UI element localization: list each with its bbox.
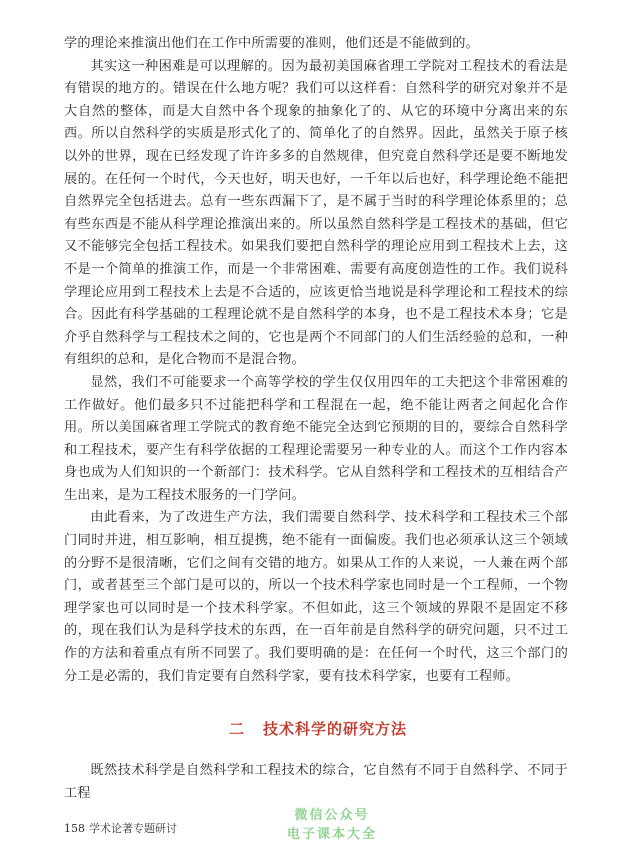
running-title: 学术论著专题研讨 <box>89 822 177 835</box>
paragraph: 其实这一种困难是可以理解的。因为最初美国麻省理工学院对工程技术的看法是有错误的地方的。错误在什么地方呢？我们可以这样看：自然科学的研究对象并不是大自然的整体，而是大自然中各个现象的抽象化了的、从它的环境中分离出来的东西。所以自然科学的实质是形式化了的、简单化了的自然界。因此，虽然关于原子核以外的世界，现在已经发现了许许多多的自然规律，但究竟自然科学还是要不断地发展的。在任何一个时代，今天也好，明天也好，一千年以后也好，科学理论绝不能把自然界完全包括进去。总有一些东西漏下了，是不属于当时的科学理论体系里的；总有些东西是不能从科学理论推演出来的。所以虽然自然科学是工程技术的基础，但它又不能够完全包括工程技术。如果我们要把自然科学的理论应用到工程技术上去，这不是一个简单的推演工作，而是一个非常困难、需要有高度创造性的工作。我们说科学理论应用到工程技术上去是不合适的，应该更恰当地说是科学理论和工程技术的综合。因此有科学基础的工程理论就不是自然科学的本身，也不是工程技术本身；它是介乎自然科学与工程技术之间的，它也是两个不同部门的人们生活经验的总和，一种有组织的总和，是化合物而不是混合物。 <box>64 58 568 368</box>
paragraph: 显然，我们不可能要求一个高等学校的学生仅仅用四年的工夫把这个非常困难的工作做好。他们最多只不过能把科学和工程混在一起，绝不能让两者之间起化合作用。所以美国麻省理工学院式的教育绝不能完全达到它预期的目的，要综合自然科学和工程技术，要产生有科学依据的工程理论需要另一种专业的人。而这个工作内容本身也成为人们知识的一个新部门：技术科学。它从自然科学和工程技术的互相结合产生出来，是为工程技术服务的一门学问。 <box>64 374 568 503</box>
page-number: 158 <box>64 822 85 835</box>
section-title: 技术科学的研究方法 <box>263 720 408 738</box>
paragraph: 既然技术科学是自然科学和工程技术的综合，它自然有不同于自然科学、不同于工程 <box>64 763 568 801</box>
section-body <box>64 760 568 805</box>
page-footer <box>64 820 177 836</box>
watermark <box>262 806 402 844</box>
paragraph-continuation: 学的理论来推演出他们在工作中所需要的准则，他们还是不能做到的。 <box>64 36 480 51</box>
watermark-line: 电子课本大全 <box>286 827 377 842</box>
section-heading <box>0 718 636 739</box>
section-number: 二 <box>228 720 245 738</box>
paragraph: 由此看来，为了改进生产方法，我们需要自然科学、技术科学和工程技术三个部门同时并进，相互影响，相互提携，绝不能有一面偏废。我们也必须承认这三个领域的分野不是很清晰，它们之间有交错的地方。如果从工作的人来说，一人兼在两个部门，或者甚至三个部门是可以的，所以一个技术科学家也同时是一个工程师，一个物理学家也可以同时是一个技术科学家。不但如此，这三个领域的界限不是固定不移的，现在我们认为是科学技术的东西，在一百年前是自然科学的研究问题，只不过工作的方法和着重点有所不同罢了。我们要明确的是：在任何一个时代，这三个部门的分工是必需的，我们肯定要有自然科学家，要有技术科学家，也要有工程师。 <box>64 510 568 684</box>
watermark-line: 微信公众号 <box>294 808 370 823</box>
body-text <box>64 33 568 688</box>
